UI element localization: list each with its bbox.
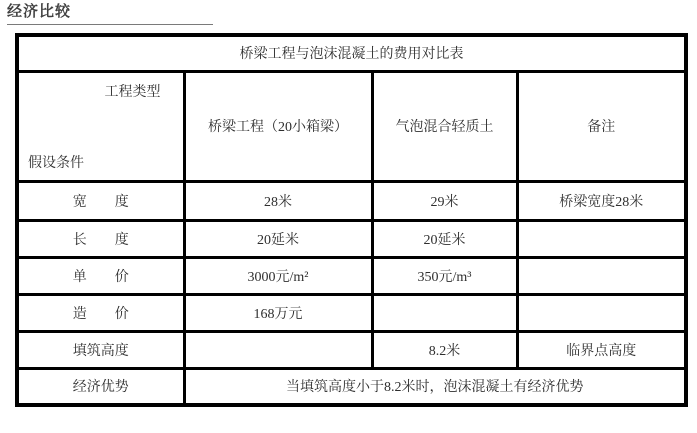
corner-label-assumptions: 假设条件 (28, 155, 84, 171)
page-title: 经济比较 (7, 4, 213, 25)
caption-row (17, 35, 686, 71)
table-row-total-cost (17, 294, 686, 331)
cell-unit-price-bridge: 3000元/m² (184, 257, 372, 294)
cell-length-foam: 20延米 (372, 220, 517, 257)
conclusion-cell: 当填筑高度小于8.2米时，泡沫混凝土有经济优势 (184, 368, 686, 405)
cell-unit-price-foam: 350元/m³ (372, 257, 517, 294)
column-header-foam: 气泡混合轻质土 (372, 71, 517, 181)
cell-length-bridge: 20延米 (184, 220, 372, 257)
cell-fill-height-foam: 8.2米 (372, 331, 517, 368)
cell-width-foam: 29米 (372, 181, 517, 220)
table-row-fill-height (17, 331, 686, 368)
cell-unit-price-note (517, 257, 686, 294)
cell-total-cost-foam (372, 294, 517, 331)
row-label-length: 长 度 (17, 220, 184, 257)
row-label-fill-height: 填筑高度 (17, 331, 184, 368)
column-header-note: 备注 (517, 71, 686, 181)
table-row-conclusion (17, 368, 686, 405)
cell-width-note: 桥梁宽度28米 (517, 181, 686, 220)
cell-fill-height-note: 临界点高度 (517, 331, 686, 368)
table-row-length (17, 220, 686, 257)
row-label-width: 宽 度 (17, 181, 184, 220)
corner-header-cell (17, 71, 184, 181)
cell-length-note (517, 220, 686, 257)
cell-fill-height-bridge (184, 331, 372, 368)
column-header-bridge: 桥梁工程（20小箱梁） (184, 71, 372, 181)
row-label-unit-price: 单 价 (17, 257, 184, 294)
cell-width-bridge: 28米 (184, 181, 372, 220)
cost-comparison-table (15, 33, 688, 407)
row-label-total-cost: 造 价 (17, 294, 184, 331)
cell-total-cost-bridge: 168万元 (184, 294, 372, 331)
header-row (17, 71, 686, 181)
cell-total-cost-note (517, 294, 686, 331)
table-caption: 桥梁工程与泡沫混凝土的费用对比表 (17, 35, 686, 71)
corner-label-project-type: 工程类型 (104, 84, 161, 100)
row-label-economic-advantage: 经济优势 (17, 368, 184, 405)
table-row-unit-price (17, 257, 686, 294)
table-row-width (17, 181, 686, 220)
